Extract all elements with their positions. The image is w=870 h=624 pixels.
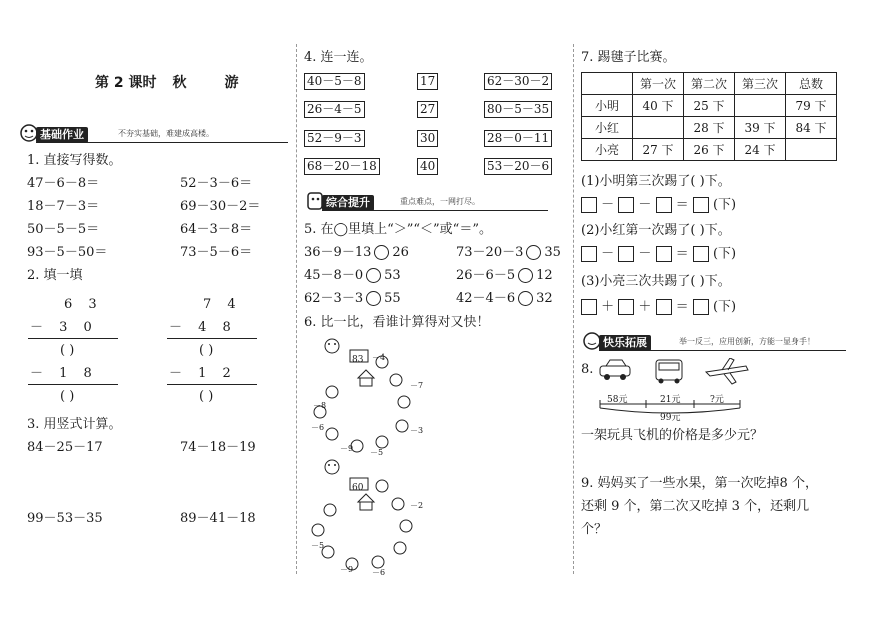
chain1-op: －4 [372,353,386,362]
q4-mid-item: 17 [417,73,438,90]
q5-row: 26－6－5 12 [456,268,553,283]
chain1-op: －8 [313,401,327,410]
q5-row: 45－8－0 53 [304,268,401,283]
q1-item: 64－3－8＝ [180,222,253,237]
chain2-op: －2 [410,501,424,510]
q7-heading: 7. 踢毽子比赛。 [581,50,676,65]
score-table [581,72,837,161]
house-icon [358,494,374,510]
q4-left-item: 68－20－18 [304,158,380,175]
q2a-paren2: ( ) [60,389,75,404]
price-plane: ?元 [710,395,724,405]
q4-left-item: 26－4－5 [304,101,365,118]
q4-right-item: 53－20－6 [484,158,552,175]
chain2-start: 60 [352,483,364,493]
table-row: 小亮 27 下 26 下 24 下 [582,139,837,161]
answer-box[interactable] [618,299,634,315]
q7-formula2: － － ＝ (下) [581,246,736,263]
q9-line: 个？ [581,522,608,537]
q1-item: 93－5－50＝ [27,245,108,260]
q1-item: 52－3－6＝ [180,176,253,191]
q2a-top: 6 3 [64,297,103,312]
answer-box[interactable] [693,246,709,262]
q3-item: 84－25－17 [27,440,103,455]
q4-mid-item: 40 [417,158,438,175]
compare-circle[interactable] [526,245,541,260]
airplane-icon [706,358,748,384]
q7-sub1: (1)小明第三次踢了( )下。 [581,174,731,189]
q1-item: 69－30－2＝ [180,199,261,214]
q5-row: 62－3－3 55 [304,291,401,306]
price-total: 99元 [660,413,681,423]
chain1-op: －6 [311,423,325,432]
answer-box[interactable] [656,246,672,262]
q2b-minus2: － 1 2 [169,366,237,381]
q4-left-item: 40－5－8 [304,73,365,90]
q2b-paren2: ( ) [199,389,214,404]
q1-heading: 1. 直接写得数。 [27,153,122,168]
q4-right-item: 80－5－35 [484,101,552,118]
q3-item: 99－53－35 [27,511,103,526]
section-banner-extend: 快乐拓展 举一反三，应用创新，方能一显身手！ [581,335,846,351]
q7-sub2: (2)小红第一次踢了( )下。 [581,223,731,238]
q8-heading: 8. [581,362,594,377]
answer-box[interactable] [618,246,634,262]
chain2-op: －5 [311,541,325,550]
q4-right-item: 28－0－11 [484,130,552,147]
q7-formula1: － － ＝ (下) [581,197,736,214]
section-banner-comprehensive: 综合提升 重点难点，一网打尽。 [304,195,548,211]
q2b-minus1: － 4 8 [169,320,237,335]
house-icon [358,370,374,386]
compare-circle[interactable] [374,245,389,260]
q5-row: 36－9－13 26 [304,245,409,260]
chain1-start: 83 [352,355,364,365]
q2a-paren1: ( ) [60,343,75,358]
q5-row: 73－20－3 35 [456,245,561,260]
q7-sub3: (3)小亮三次共踢了( )下。 [581,274,731,289]
answer-box[interactable] [581,299,597,315]
compare-circle[interactable] [366,268,381,283]
bus-icon [656,360,682,384]
chain1-op: －3 [410,426,424,435]
q5-row: 42－4－6 32 [456,291,553,306]
chain1-op: －7 [410,381,424,390]
car-icon [600,360,630,380]
q1-item: 50－5－5＝ [27,222,100,237]
q3-item: 74－18－19 [180,440,256,455]
q4-heading: 4. 连一连。 [304,50,373,65]
answer-box[interactable] [581,246,597,262]
chain1-op: －9 [340,444,354,453]
q7-formula3: ＋ ＋ ＝ (下) [581,299,736,316]
page-title: 第 2 课时 秋 游 [95,75,239,91]
q9-line: 还剩 9 个，第二次又吃掉 3 个，还剩几 [581,499,810,514]
price-car: 58元 [607,395,628,405]
column-divider [573,44,574,574]
q1-item: 18－7－3＝ [27,199,100,214]
price-bus: 21元 [660,395,681,405]
q2b-top: 7 4 [203,297,242,312]
q3-item: 89－41－18 [180,511,256,526]
q4-mid-item: 30 [417,130,438,147]
table-row: 小红 28 下 39 下 84 下 [582,117,837,139]
q3-heading: 3. 用竖式计算。 [27,417,122,432]
section-banner-basic: 基础作业 不夯实基础，难建成高楼。 [18,127,288,143]
q4-mid-item: 27 [417,101,438,118]
q1-item: 73－5－6＝ [180,245,253,260]
q4-right-item: 62－30－2 [484,73,552,90]
q9-line: 9. 妈妈买了一些水果，第一次吃掉8 个， [581,476,818,491]
q2b-paren1: ( ) [199,343,214,358]
answer-box[interactable] [693,197,709,213]
chain1-op: －5 [370,448,384,457]
answer-box[interactable] [656,197,672,213]
q2-heading: 2. 填一填 [27,268,83,283]
q8-question: 一架玩具飞机的价格是多少元？ [581,428,764,443]
q5-heading: 5. 在◯里填上“＞”“＜”或“＝”。 [304,222,492,237]
q4-left-item: 52－9－3 [304,130,365,147]
answer-box[interactable] [656,299,672,315]
table-header-row: 第一次 第二次 第三次 总数 [582,73,837,95]
chain2-op: －6 [372,568,386,577]
answer-box[interactable] [618,197,634,213]
compare-circle[interactable] [366,291,381,306]
q6-heading: 6. 比一比，看谁计算得对又快！ [304,315,490,330]
compare-circle[interactable] [518,291,533,306]
animal-icon [325,339,339,353]
answer-box[interactable] [581,197,597,213]
table-row: 小明 40 下 25 下 79 下 [582,95,837,117]
chain2-op: －9 [340,565,354,574]
q1-item: 47－6－8＝ [27,176,100,191]
q2a-minus2: － 1 8 [30,366,98,381]
compare-circle[interactable] [518,268,533,283]
answer-box[interactable] [693,299,709,315]
q2a-minus1: － 3 0 [30,320,98,335]
column-divider [296,44,297,574]
animal-icon [325,460,339,474]
